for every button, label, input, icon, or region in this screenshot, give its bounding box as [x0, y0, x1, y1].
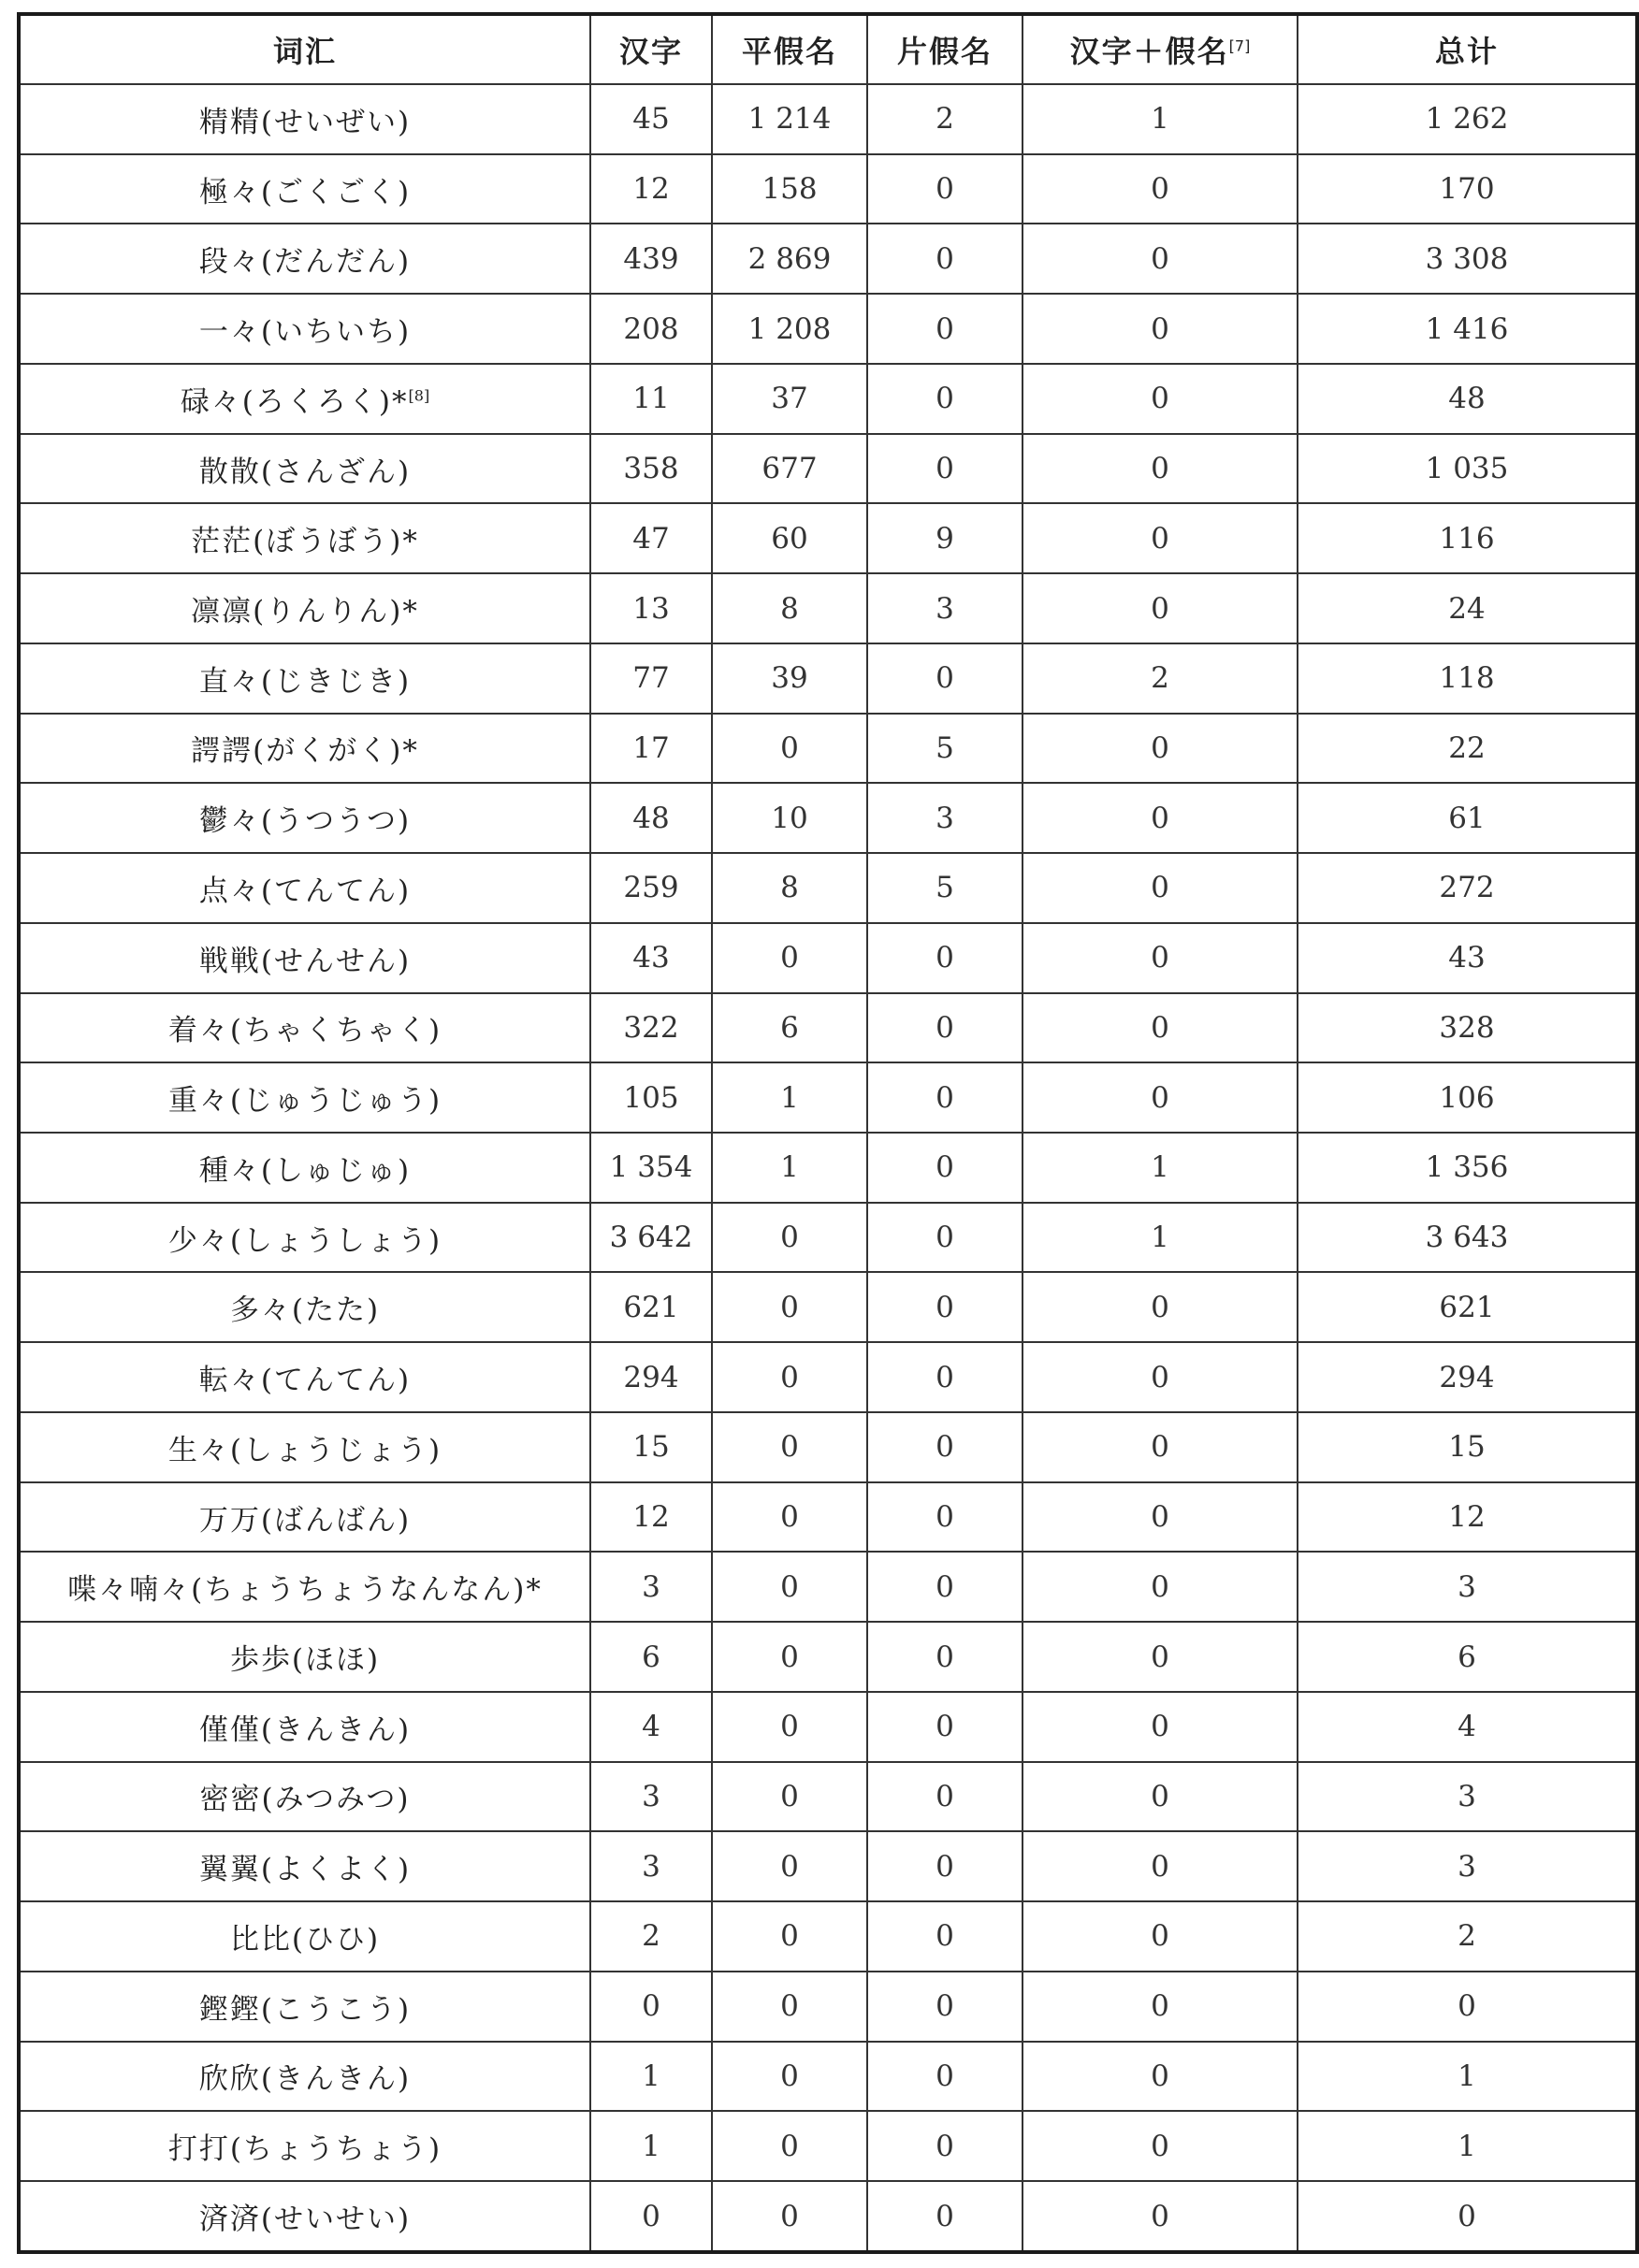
- word-cell: [19, 853, 590, 923]
- katakana-count-cell: 0: [867, 434, 1023, 504]
- katakana-count-cell: 0: [867, 224, 1023, 294]
- word-cell: [19, 993, 590, 1063]
- katakana-count-cell: 2: [867, 84, 1023, 154]
- word-cell: [19, 1901, 590, 1972]
- hiragana-count-cell: 0: [712, 1412, 867, 1482]
- table-row: [19, 154, 1637, 224]
- table-row: [19, 84, 1637, 154]
- word-text: 少々(しょうしょう): [167, 1223, 442, 1258]
- word-text: 戦戦(せんせん): [198, 944, 412, 978]
- word-text: 生々(しょうじょう): [167, 1433, 442, 1467]
- word-cell: [19, 923, 590, 993]
- table-row: [19, 1203, 1637, 1273]
- word-cell: [19, 643, 590, 714]
- word-text: 碌々(ろくろく)*: [180, 384, 409, 419]
- word-text: 精精(せいぜい): [198, 105, 412, 139]
- word-text: 僅僅(きんきん): [198, 1712, 412, 1747]
- total-count-cell: 3: [1298, 1762, 1637, 1832]
- hiragana-count-cell: 0: [712, 1972, 867, 2042]
- word-text: 欣欣(きんきん): [198, 2062, 412, 2097]
- table-row: [19, 1972, 1637, 2042]
- table-row: [19, 783, 1637, 853]
- hiragana-count-cell: 0: [712, 1622, 867, 1692]
- header-word: 词汇: [19, 14, 590, 84]
- word-text: 翼翼(よくよく): [198, 1853, 412, 1887]
- kanji-kana-count-cell: 0: [1023, 2181, 1298, 2252]
- katakana-count-cell: 9: [867, 503, 1023, 573]
- hiragana-count-cell: 0: [712, 1692, 867, 1762]
- kanji-kana-count-cell: 0: [1023, 853, 1298, 923]
- katakana-count-cell: 0: [867, 364, 1023, 434]
- word-cell: [19, 1622, 590, 1692]
- table-row: [19, 1622, 1637, 1692]
- katakana-count-cell: 0: [867, 154, 1023, 224]
- total-count-cell: 106: [1298, 1062, 1637, 1133]
- total-count-cell: 48: [1298, 364, 1637, 434]
- total-count-cell: 1: [1298, 2111, 1637, 2181]
- header-kanji: 汉字: [590, 14, 712, 84]
- hiragana-count-cell: 677: [712, 434, 867, 504]
- kanji-count-cell: 259: [590, 853, 712, 923]
- hiragana-count-cell: 0: [712, 2181, 867, 2252]
- hiragana-count-cell: 1: [712, 1062, 867, 1133]
- word-cell: [19, 224, 590, 294]
- word-text: 密密(みつみつ): [199, 1783, 411, 1817]
- total-count-cell: 22: [1298, 714, 1637, 784]
- total-count-cell: 1: [1298, 2042, 1637, 2112]
- kanji-count-cell: 1 354: [590, 1133, 712, 1203]
- katakana-count-cell: 5: [867, 714, 1023, 784]
- katakana-count-cell: 0: [867, 923, 1023, 993]
- kanji-count-cell: 0: [590, 2181, 712, 2252]
- kanji-count-cell: 1: [590, 2111, 712, 2181]
- kanji-kana-count-cell: 0: [1023, 294, 1298, 364]
- word-cell: [19, 1342, 590, 1412]
- hiragana-count-cell: 8: [712, 573, 867, 643]
- hiragana-count-cell: 6: [712, 993, 867, 1063]
- word-cell: [19, 1203, 590, 1273]
- katakana-count-cell: 0: [867, 1133, 1023, 1203]
- table-row: [19, 434, 1637, 504]
- total-count-cell: 328: [1298, 993, 1637, 1063]
- total-count-cell: 116: [1298, 503, 1637, 573]
- table-row: [19, 1692, 1637, 1762]
- table-row: [19, 1482, 1637, 1553]
- kanji-kana-count-cell: 0: [1023, 1692, 1298, 1762]
- kanji-count-cell: 12: [590, 154, 712, 224]
- kanji-count-cell: 6: [590, 1622, 712, 1692]
- word-cell: [19, 2181, 590, 2252]
- kanji-count-cell: 358: [590, 434, 712, 504]
- header-hiragana: 平假名: [712, 14, 867, 84]
- total-count-cell: 15: [1298, 1412, 1637, 1482]
- word-text: 打打(ちょうちょう): [167, 2132, 442, 2167]
- kanji-count-cell: 4: [590, 1692, 712, 1762]
- table-body: [19, 84, 1637, 2252]
- kanji-kana-count-cell: 0: [1023, 1901, 1298, 1972]
- hiragana-count-cell: 60: [712, 503, 867, 573]
- table-row: [19, 1133, 1637, 1203]
- header-kanji-kana-label: 汉字＋假名: [1069, 34, 1229, 69]
- word-text: 喋々喃々(ちょうちょうなんなん)*: [67, 1573, 543, 1608]
- kanji-count-cell: 48: [590, 783, 712, 853]
- header-total: 总计: [1298, 14, 1637, 84]
- total-count-cell: 6: [1298, 1622, 1637, 1692]
- katakana-count-cell: 0: [867, 1062, 1023, 1133]
- word-text: 比比(ひひ): [229, 1922, 381, 1957]
- katakana-count-cell: 0: [867, 1552, 1023, 1622]
- hiragana-count-cell: 0: [712, 2042, 867, 2112]
- kanji-kana-count-cell: 0: [1023, 2111, 1298, 2181]
- word-text: 多々(たた): [229, 1293, 381, 1328]
- word-text: 着々(ちゃくちゃく): [167, 1014, 442, 1048]
- word-text: 万万(ばんばん): [198, 1503, 412, 1538]
- katakana-count-cell: 5: [867, 853, 1023, 923]
- table-row: [19, 1831, 1637, 1901]
- word-text: 凛凛(りんりん)*: [191, 595, 419, 628]
- table-row: [19, 224, 1637, 294]
- kanji-count-cell: 45: [590, 84, 712, 154]
- table-row: [19, 2181, 1637, 2252]
- katakana-count-cell: 0: [867, 1692, 1023, 1762]
- kanji-kana-count-cell: 0: [1023, 1412, 1298, 1482]
- hiragana-count-cell: 2 869: [712, 224, 867, 294]
- word-text: 茫茫(ぼうぼう)*: [191, 525, 419, 559]
- katakana-count-cell: 0: [867, 1901, 1023, 1972]
- total-count-cell: 1 416: [1298, 294, 1637, 364]
- kanji-kana-count-cell: 0: [1023, 993, 1298, 1063]
- hiragana-count-cell: 1: [712, 1133, 867, 1203]
- kanji-count-cell: 322: [590, 993, 712, 1063]
- word-cell: [19, 1482, 590, 1553]
- word-cell: [19, 714, 590, 784]
- kanji-kana-count-cell: 1: [1023, 84, 1298, 154]
- hiragana-count-cell: 39: [712, 643, 867, 714]
- word-text: 段々(だんだん): [198, 245, 412, 280]
- table-row: [19, 294, 1637, 364]
- kanji-count-cell: 43: [590, 923, 712, 993]
- word-cell: [19, 503, 590, 573]
- kanji-count-cell: 3 642: [590, 1203, 712, 1273]
- kanji-kana-count-cell: 0: [1023, 224, 1298, 294]
- katakana-count-cell: 0: [867, 1203, 1023, 1273]
- hiragana-count-cell: 0: [712, 923, 867, 993]
- kanji-kana-count-cell: 0: [1023, 1831, 1298, 1901]
- kanji-kana-count-cell: 0: [1023, 1482, 1298, 1553]
- katakana-count-cell: 0: [867, 1762, 1023, 1832]
- katakana-count-cell: 0: [867, 1272, 1023, 1342]
- kanji-kana-count-cell: 0: [1023, 2042, 1298, 2112]
- total-count-cell: 1 356: [1298, 1133, 1637, 1203]
- total-count-cell: 2: [1298, 1901, 1637, 1972]
- kanji-count-cell: 2: [590, 1901, 712, 1972]
- katakana-count-cell: 0: [867, 1622, 1023, 1692]
- katakana-count-cell: 3: [867, 783, 1023, 853]
- kanji-count-cell: 3: [590, 1552, 712, 1622]
- word-cell: [19, 1552, 590, 1622]
- hiragana-count-cell: 0: [712, 1831, 867, 1901]
- frequency-table: [17, 12, 1639, 2254]
- word-text: 鏗鏗(こうこう): [198, 1992, 412, 2027]
- word-text: 重々(じゅうじゅう): [167, 1084, 442, 1119]
- kanji-count-cell: 47: [590, 503, 712, 573]
- table-row: [19, 1762, 1637, 1832]
- total-count-cell: 61: [1298, 783, 1637, 853]
- total-count-cell: 24: [1298, 573, 1637, 643]
- total-count-cell: 1 035: [1298, 434, 1637, 504]
- kanji-kana-count-cell: 0: [1023, 364, 1298, 434]
- katakana-count-cell: 0: [867, 1342, 1023, 1412]
- katakana-count-cell: 0: [867, 1831, 1023, 1901]
- kanji-kana-count-cell: 0: [1023, 923, 1298, 993]
- katakana-count-cell: 0: [867, 2111, 1023, 2181]
- word-cell: [19, 573, 590, 643]
- table-row: [19, 364, 1637, 434]
- katakana-count-cell: 0: [867, 2042, 1023, 2112]
- kanji-kana-count-cell: 1: [1023, 1133, 1298, 1203]
- table-row: [19, 714, 1637, 784]
- kanji-kana-count-cell: 0: [1023, 1972, 1298, 2042]
- kanji-count-cell: 105: [590, 1062, 712, 1133]
- kanji-kana-count-cell: 0: [1023, 714, 1298, 784]
- kanji-kana-count-cell: 1: [1023, 1203, 1298, 1273]
- word-text: 諤諤(がくがく)*: [191, 734, 419, 769]
- kanji-count-cell: 208: [590, 294, 712, 364]
- hiragana-count-cell: 0: [712, 1901, 867, 1972]
- hiragana-count-cell: 0: [712, 714, 867, 784]
- hiragana-count-cell: 0: [712, 1203, 867, 1273]
- table-row: [19, 1342, 1637, 1412]
- kanji-count-cell: 12: [590, 1482, 712, 1553]
- total-count-cell: 0: [1298, 1972, 1637, 2042]
- kanji-count-cell: 17: [590, 714, 712, 784]
- table-row: [19, 1062, 1637, 1133]
- kanji-count-cell: 13: [590, 573, 712, 643]
- kanji-count-cell: 1: [590, 2042, 712, 2112]
- kanji-count-cell: 0: [590, 1972, 712, 2042]
- table-row: [19, 1412, 1637, 1482]
- word-cell: [19, 1972, 590, 2042]
- kanji-count-cell: 3: [590, 1762, 712, 1832]
- hiragana-count-cell: 158: [712, 154, 867, 224]
- kanji-kana-count-cell: 0: [1023, 1342, 1298, 1412]
- total-count-cell: 3: [1298, 1552, 1637, 1622]
- kanji-kana-count-cell: 0: [1023, 1622, 1298, 1692]
- word-cell: [19, 783, 590, 853]
- header-row: [19, 14, 1637, 84]
- hiragana-count-cell: 0: [712, 1762, 867, 1832]
- total-count-cell: 0: [1298, 2181, 1637, 2252]
- kanji-count-cell: 77: [590, 643, 712, 714]
- kanji-count-cell: 621: [590, 1272, 712, 1342]
- word-cell: [19, 1692, 590, 1762]
- katakana-count-cell: 0: [867, 643, 1023, 714]
- word-text: 歩歩(ほほ): [229, 1643, 381, 1678]
- word-cell: [19, 2042, 590, 2112]
- word-cell: [19, 84, 590, 154]
- total-count-cell: 3 643: [1298, 1203, 1637, 1273]
- katakana-count-cell: 0: [867, 1412, 1023, 1482]
- kanji-kana-count-cell: 0: [1023, 1762, 1298, 1832]
- total-count-cell: 1 262: [1298, 84, 1637, 154]
- katakana-count-cell: 0: [867, 1972, 1023, 2042]
- kanji-kana-count-cell: 0: [1023, 1062, 1298, 1133]
- total-count-cell: 170: [1298, 154, 1637, 224]
- hiragana-count-cell: 0: [712, 1342, 867, 1412]
- table-row: [19, 853, 1637, 923]
- hiragana-count-cell: 10: [712, 783, 867, 853]
- katakana-count-cell: 0: [867, 2181, 1023, 2252]
- table-row: [19, 2042, 1637, 2112]
- total-count-cell: 272: [1298, 853, 1637, 923]
- table-row: [19, 2111, 1637, 2181]
- kanji-kana-count-cell: 0: [1023, 434, 1298, 504]
- header-katakana: 片假名: [867, 14, 1023, 84]
- kanji-count-cell: 11: [590, 364, 712, 434]
- kanji-count-cell: 294: [590, 1342, 712, 1412]
- kanji-kana-count-cell: 0: [1023, 1552, 1298, 1622]
- hiragana-count-cell: 0: [712, 1272, 867, 1342]
- word-cell: [19, 1412, 590, 1482]
- kanji-kana-count-cell: 2: [1023, 643, 1298, 714]
- word-cell: [19, 294, 590, 364]
- katakana-count-cell: 0: [867, 1482, 1023, 1553]
- table-header: [19, 14, 1637, 84]
- total-count-cell: 3 308: [1298, 224, 1637, 294]
- word-text: 一々(いちいち): [198, 315, 412, 350]
- word-cell: [19, 1062, 590, 1133]
- word-text: 済済(せいせい): [198, 2203, 412, 2237]
- word-text: 極々(ごくごく): [198, 175, 412, 209]
- header-footnote-ref: [7]: [1228, 36, 1251, 55]
- kanji-kana-count-cell: 0: [1023, 503, 1298, 573]
- katakana-count-cell: 0: [867, 294, 1023, 364]
- word-cell: [19, 434, 590, 504]
- hiragana-count-cell: 1 214: [712, 84, 867, 154]
- header-kanji-kana: [1023, 14, 1298, 84]
- word-cell: [19, 1831, 590, 1901]
- kanji-kana-count-cell: 0: [1023, 783, 1298, 853]
- total-count-cell: 621: [1298, 1272, 1637, 1342]
- word-text: 点々(てんてん): [198, 874, 412, 908]
- hiragana-count-cell: 0: [712, 2111, 867, 2181]
- total-count-cell: 118: [1298, 643, 1637, 714]
- kanji-count-cell: 439: [590, 224, 712, 294]
- total-count-cell: 12: [1298, 1482, 1637, 1553]
- word-cell: [19, 2111, 590, 2181]
- word-cell: [19, 1762, 590, 1832]
- table-row: [19, 1272, 1637, 1342]
- word-text: 直々(じきじき): [198, 664, 412, 699]
- word-text: 転々(てんてん): [198, 1364, 412, 1398]
- word-cell: [19, 154, 590, 224]
- hiragana-count-cell: 0: [712, 1552, 867, 1622]
- total-count-cell: 4: [1298, 1692, 1637, 1762]
- kanji-kana-count-cell: 0: [1023, 1272, 1298, 1342]
- katakana-count-cell: 3: [867, 573, 1023, 643]
- table-row: [19, 643, 1637, 714]
- table-row: [19, 993, 1637, 1063]
- word-text: 鬱々(うつうつ): [198, 804, 412, 839]
- table-row: [19, 1552, 1637, 1622]
- total-count-cell: 3: [1298, 1831, 1637, 1901]
- katakana-count-cell: 0: [867, 993, 1023, 1063]
- kanji-kana-count-cell: 0: [1023, 573, 1298, 643]
- kanji-count-cell: 15: [590, 1412, 712, 1482]
- hiragana-count-cell: 37: [712, 364, 867, 434]
- word-text: 種々(しゅじゅ): [198, 1153, 412, 1188]
- word-cell: [19, 1272, 590, 1342]
- hiragana-count-cell: 8: [712, 853, 867, 923]
- hiragana-count-cell: 1 208: [712, 294, 867, 364]
- kanji-count-cell: 3: [590, 1831, 712, 1901]
- footnote-ref: [8]: [408, 386, 430, 405]
- hiragana-count-cell: 0: [712, 1482, 867, 1553]
- word-text: 散散(さんざん): [198, 455, 412, 489]
- word-cell: [19, 364, 590, 434]
- table-row: [19, 1901, 1637, 1972]
- total-count-cell: 43: [1298, 923, 1637, 993]
- kanji-kana-count-cell: 0: [1023, 154, 1298, 224]
- table-row: [19, 503, 1637, 573]
- word-cell: [19, 1133, 590, 1203]
- table-row: [19, 923, 1637, 993]
- table-row: [19, 573, 1637, 643]
- total-count-cell: 294: [1298, 1342, 1637, 1412]
